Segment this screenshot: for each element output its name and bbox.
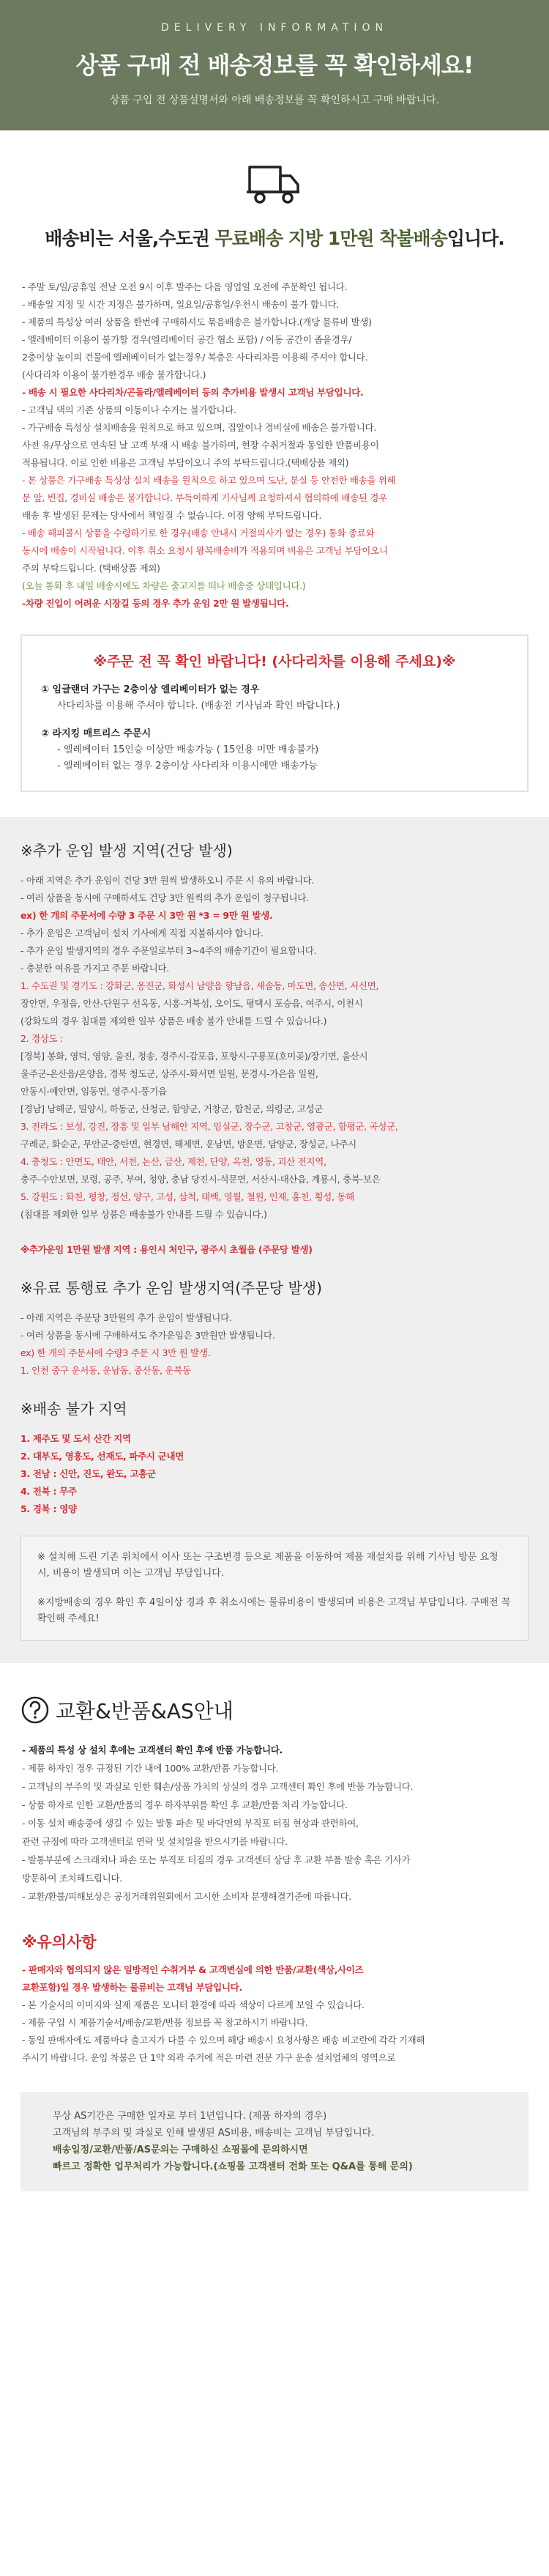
toll-fee-line: - 아래 지역은 주문당 3만원의 추가 운임이 발생됩니다. [20,1312,232,1323]
exchange-line: - 상품 하자로 인한 교환/반품의 경우 하자부위를 확인 후 교환/반품 처리 가능합니다. [22,1799,348,1810]
extra-fee-line: 충주-수안보면, 보령, 공주, 부여, 청양, 충남 당진시-석문면, 서산시-대산읍, 계룡시, 충북-보은 [20,1174,381,1185]
question-circle-icon [20,1695,50,1725]
extra-fee-line: 4. 충청도 : 안면도, 태안, 서천, 논산, 금산, 제천, 단양, 옥천, 영동, 괴산 전지역, [20,1156,326,1167]
notice-item-2-body-1: - 엘레베이터 15인승 이상만 배송가능 ( 15인용 미만 배송불가) [57,744,319,755]
truck-icon-wrap [0,161,549,208]
extra-fee-line: 3. 전라도 : 보성, 강진, 장흥 및 일부 남해안 지역, 임실군, 장수군, 고창군, 영광군, 함평군, 곡성군, [20,1121,398,1132]
extra-fee-line: 울주군-온산읍/온양읍, 경북 청도군, 상주시-화서면 일원, 문경시-가은읍 일원, [20,1068,318,1079]
extra-fee-line: - 여러 상품을 동시에 구매하셔도 건당 3만 원씩의 추가 운임이 청구됩니다. [20,892,309,903]
no-delivery-lines [20,1430,529,1518]
notice-item-2-body-2: - 엘레베이터 없는 경우 2층이상 사다리차 이용시에만 배송가능 [57,760,318,771]
extra-fee-line: 구례군, 화순군, 무안군-중탄면, 현경면, 해제면, 운남면, 망운면, 담양군, 장성군, 나주시 [20,1139,356,1150]
delivery-rule-line: - 가구배송 특성상 설치배송을 원칙으로 하고 있으며, 집앞이나 경비실에 배송은 불가합니다. [22,422,376,433]
extra-fee-line: - 아래 지역은 추가 운임이 건당 3만 원씩 발생하오니 주문 시 유의 바랍니다. [20,875,315,886]
exchange-line: - 이동 설치 배송중에 생길 수 있는 발통 파손 및 바닥면의 부직포 터짐 현상과 관련하여, [22,1818,359,1829]
caution-line: - 판매자와 협의되지 않은 일방적인 수취거부 & 고객변심에 의한 반품/교환(색상,사이즈 [22,1964,364,1975]
extra-fee-line: 안동시-예안면, 임동면, 영주시-풍기읍 [20,1086,167,1097]
extra-fee-lines [20,872,529,1224]
notice-item-1-title: ① 임글랜더 가구는 2층이상 엘리베이터가 없는 경우 [41,684,260,695]
as-contact-1: 배송일정/교환/반품/AS문의는 구매하신 쇼핑몰에 문의하시면 [53,2144,308,2155]
caution-title: ※유의사항 [22,1933,97,1951]
no-delivery-title: ※배송 불가 지역 [20,1400,127,1418]
no-delivery-line: 4. 전북 : 무주 [20,1486,77,1497]
exchange-line: 관련 규정에 따라 고객센터로 연락 및 설치일을 받으시기를 바랍니다. [22,1836,288,1847]
exchange-heading [0,1695,549,1725]
delivery-rule-line: - 배송 해피콜시 상품을 수령하기로 한 경우(배송 안내시 거절의사가 없는 경우) 통화 종료와 [22,528,375,538]
exchange-line: - 고객님의 부주의 및 과실로 인한 훼손/상품 가치의 상실의 경우 고객센터 확인 후에 반품 가능합니다. [22,1781,414,1792]
ladder-notice-box [20,634,529,792]
toll-fee-line: 1. 인천 중구 운서동, 운남동, 중산동, 운북동 [20,1365,191,1376]
no-delivery-line: 3. 전남 : 신안, 진도, 완도, 고흥군 [20,1468,156,1479]
notice-heading: ※주문 전 꼭 확인 바랍니다! (사다리차를 이용해 주세요)※ [93,654,456,670]
delivery-rule-line: - 본 상품은 가구배송 특성상 설치 배송을 원칙으로 하고 있으며 도난, 분실 등 안전한 배송을 위해 [22,475,396,486]
extra-fee-line: 1. 수도권 및 경기도 : 강화군, 옹진군, 화성시 남양읍 향남읍, 새솔동, 마도면, 송산면, 서신면, [20,980,379,991]
as-period: 무상 AS기간은 구매한 일자로 부터 1년입니다. (제품 하자의 경우) [53,2111,327,2122]
delivery-rule-line: - 배송일 지정 및 시간 지정은 불가하며, 일요일/공휴일/우천시 배송이 불가 합니다. [22,299,339,310]
free-shipping-prefix: 배송비는 서울,수도권 [45,228,215,249]
delivery-rule-line: - 고객님 댁의 기존 상품의 이동이나 수거는 불가합니다. [22,404,236,415]
no-delivery-line: 5. 경북 : 영양 [20,1503,77,1514]
caution-section [0,1931,549,2067]
toll-fee-title: ※유료 통행료 추가 운임 발생지역(주문당 발생) [20,1279,322,1297]
delivery-rule-line: 동시에 배송이 시작됩니다. 이후 취소 요청시 왕복배송비가 적용되며 비용은 고객님 부담이오니 [22,545,388,556]
notice-item-2 [41,726,508,774]
extra-fee-line: 장안면, 우정읍, 안산-단원구 선옥동, 시흥-거북섬, 오이도, 평택시 포승읍, 여주시, 이천시 [20,998,363,1009]
hero-eyebrow: DELIVERY INFORMATION [161,22,388,34]
delivery-rule-line: - 제품의 특성상 여러 상품을 한번에 구매하셔도 묶음배송은 불가합니다.(개당 물류비 발생) [22,317,372,327]
delivery-rule-line: -차량 진입이 어려운 시장길 등의 경우 추가 운임 2만 원 발생됩니다. [22,598,289,609]
hero-title: 상품 구매 전 배송정보를 꼭 확인하세요! [75,51,474,79]
extra-fee-line: (침대를 제외한 일부 상품은 배송불가 안내를 드릴 수 있습니다.) [20,1209,267,1220]
extra-fee-10k: ※추가운임 1만원 발생 지역 : 용인시 처인구, 광주시 초월읍 (주문당 발생) [20,1244,313,1255]
delivery-rules-list [0,278,549,612]
notice-item-1-body: 사다리차를 이용해 주셔야 합니다. (배송전 기사님과 확인 바랍니다.) [57,700,340,711]
notice-item-1 [41,682,508,714]
as-cost: 고객님의 부주의 및 과실로 인해 발생된 AS비용, 배송비는 고객님 부담입니다. [53,2128,375,2139]
extra-fee-line: ex) 한 개의 주문서에 수량 3 주문 시 3만 원 *3 = 9만 원 발생. [20,910,273,921]
delivery-rule-line: 주의 부탁드립니다. (택배상품 제외) [22,563,160,574]
note-cancel-fee: ※지방배송의 경우 확인 후 4일이상 경과 후 취소시에는 물류비용이 발생되며 비용은 고객님 부담입니다. 구매전 꼭 확인해 주세요! [37,1597,511,1624]
hero-banner [0,0,549,130]
delivery-rule-line: (사다리차 이용이 불가한경우 배송 불가합니다.) [22,369,206,380]
delivery-rule-line: - 엘레베이터 이용이 불가할 경우(엘리베이터 공간 협소 포함) / 이동 공간이 좁을경우/ [22,334,352,345]
toll-fee-block [20,1276,529,1380]
extra-fee-line: 2. 경상도 : [20,1033,63,1044]
delivery-rule-line: - 주말 토/일/공휴일 전날 오전 9시 이후 발주는 다음 영업일 오전에 주문확인 됩니다. [22,281,348,292]
toll-fee-lines [20,1309,529,1380]
free-shipping-suffix: 입니다. [447,228,504,249]
exchange-line: - 제품 하자인 경우 규정된 기간 내에 100% 교환/반품 가능합니다. [22,1763,279,1774]
exchange-line: 방문하여 조치해드립니다. [22,1873,122,1884]
extra-fee-line: [경남] 남해군, 밀양시, 하동군, 산청군, 함양군, 거창군, 합천군, 의령군, 고성군 [20,1103,324,1114]
exchange-line: - 제품의 특성 상 설치 후에는 고객센터 확인 후에 반품 가능합니다. [22,1744,283,1755]
as-info-box [20,2092,529,2191]
caution-line: 교환포함)일 경우 발생하는 물류비는 고객님 부담입니다. [22,1982,242,1993]
exchange-line: - 발통부분에 스크래치나 파손 또는 부직포 터짐의 경우 고객센터 상담 후 교환 부품 발송 혹은 기사가 [22,1854,411,1865]
as-contact-2: 빠르고 정확한 업무처리가 가능합니다.(쇼핑몰 고객센터 전화 또는 Q&A를 통해 문의) [53,2161,413,2172]
delivery-rule-line: 배송 후 발생된 문제는 당사에서 책임질 수 없습니다. 이점 양해 부탁드립니다. [22,510,322,521]
delivery-rule-line: 2층이상 높이의 건물에 엘레베이터가 없는경우/ 복층은 사다리차를 이용해 주셔야 합니다. [22,352,368,363]
no-delivery-line: 1. 제주도 및 도서 산간 지역 [20,1433,131,1444]
toll-fee-line: ex) 한 개의 주문서에 수량3 주문 시 3만 원 발생. [20,1347,211,1358]
free-shipping-line [0,224,549,251]
exchange-line: - 교환/환불/피해보상은 공정거래위원회에서 고시한 소비자 분쟁해결기준에 따릅니다. [22,1891,351,1902]
truck-icon [245,161,304,208]
extra-fee-line: (강화도의 경우 침대를 제외한 일부 상품은 배송 불가 안내를 드릴 수 있습니다.) [20,1015,327,1026]
extra-notes-box [20,1536,529,1641]
region-fee-section [0,817,549,1663]
caution-line: - 동일 판매자에도 제품마다 출고지가 다를 수 있으며 해당 배송시 요청사항은 배송 비고란에 각각 기재해 [22,2035,425,2046]
caution-line: - 제품 구입 시 제품기술서/배송/교환/반품 정보를 꼭 참고하시기 바랍니다. [22,2017,308,2028]
caution-line: 주시기 바랍니다. 운임 착불은 단 1약 외곽 주거에 적은 마련 전문 가구 운송 설치업체의 영역으로 [22,2052,396,2063]
delivery-rule-line: - 배송 시 필요한 사다리차/곤돌라/엘레베이터 등의 추가비용 발생시 고객님 부담입니다. [22,387,364,398]
delivery-rule-line: 사전 유/무상으로 연속된 날 고객 부재 시 배송 불가하며, 현장 수취거절과 동일한 반품비용이 [22,440,379,451]
extra-fee-title: ※추가 운임 발생 지역(건당 발생) [20,842,233,859]
free-shipping-highlight: 무료배송 지방 1만원 착불배송 [214,228,447,249]
notice-item-2-title: ② 라지킹 매트리스 주문시 [41,728,152,739]
no-delivery-line: 2. 대부도, 영흥도, 선재도, 파주시 군내면 [20,1451,184,1462]
no-delivery-block [20,1397,529,1518]
caution-lines [22,1961,529,2067]
delivery-rule-line: 적용됩니다. 이로 인한 비용은 고객님 부담이오니 주의 부탁드립니다.(택배상품 제외) [22,457,349,468]
hero-subtitle: 상품 구입 전 상품설명서와 아래 배송정보를 꼭 확인하시고 구매 바랍니다. [109,95,440,106]
toll-fee-line: - 여러 상품을 동시에 구매하셔도 추가운임은 3만원만 발생됩니다. [20,1330,275,1341]
extra-fee-line: [경북] 봉화, 영덕, 영양, 울진, 청송, 경주시-감포읍, 포항시-구룡포(호미곶)/장기면, 울산시 [20,1051,368,1062]
extra-fee-line: - 충분한 여유를 가지고 주문 바랍니다. [20,963,169,974]
extra-fee-line: - 추가 운임 발생지역의 경우 주문일로부터 3~4주의 배송기간이 필요합니다. [20,945,317,956]
exchange-lines [0,1741,549,1906]
caution-line: - 본 기술서의 이미지와 실제 제품은 모니터 환경에 따라 색상이 다르게 보일 수 있습니다. [22,1999,365,2010]
extra-fee-line: - 추가 운임은 고객님이 설치 기사에게 직접 지불하셔야 합니다. [20,928,264,939]
delivery-rule-line: 문 앞, 빈집, 경비실 배송은 불가합니다. 부득이하게 기사님께 요청하셔서 협의하에 배송된 경우 [22,492,387,503]
delivery-rule-line: (오늘 통화 후 내일 배송시에도 차량은 출고지를 떠나 배송중 상태입니다.) [22,580,306,591]
extra-fee-line: 5. 강원도 : 화천, 평창, 정선, 양구, 고성, 삼척, 태백, 영월, 철원, 인제, 홍천, 횡성, 동해 [20,1191,354,1202]
note-reinstall: ※ 설치해 드린 기존 위치에서 이사 또는 구조변경 등으로 제품을 이동하여 제품 재설치를 위해 기사님 방문 요청 시, 비용이 발생되며 이는 고객님 부담입니다. [37,1552,498,1579]
exchange-title: 교환&반품&AS안내 [56,1699,234,1723]
